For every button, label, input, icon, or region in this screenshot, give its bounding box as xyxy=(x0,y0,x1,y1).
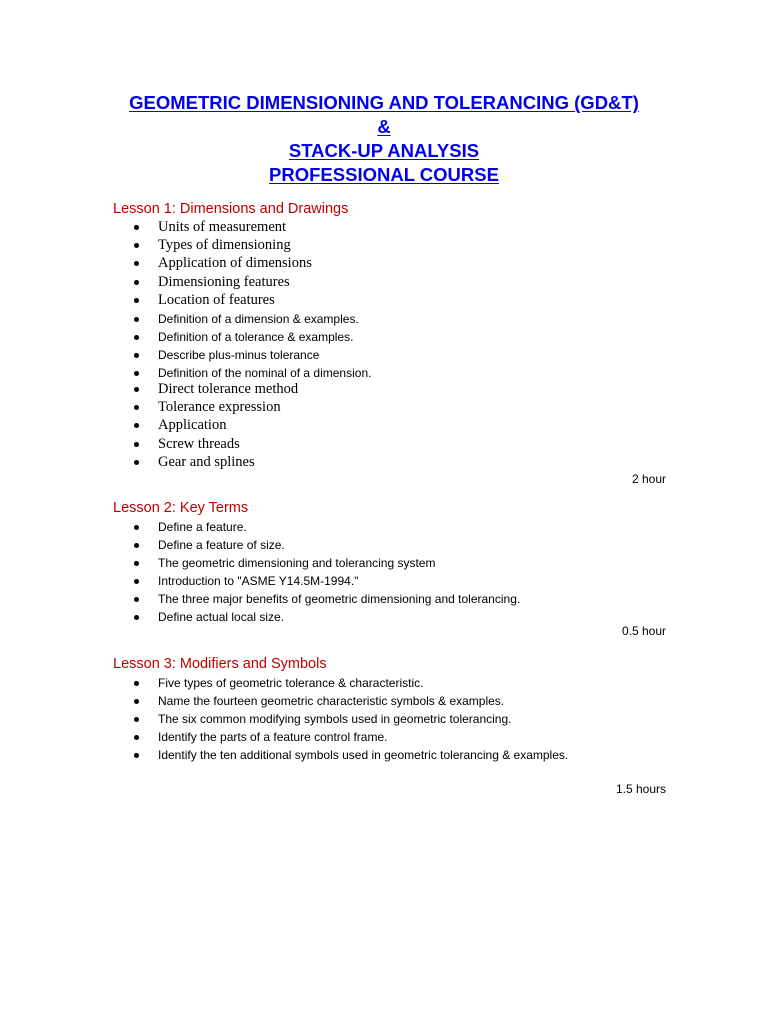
list-item: The geometric dimensioning and tolerancing system xyxy=(0,554,520,572)
list-item: Application of dimensions xyxy=(0,254,312,272)
document-title xyxy=(0,91,768,187)
list-item: Application xyxy=(0,416,298,434)
list-item: Definition of a tolerance & examples. xyxy=(0,328,371,346)
list-item: The three major benefits of geometric dimensioning and tolerancing. xyxy=(0,590,520,608)
title-line: & xyxy=(377,116,391,137)
list-item: Identify the parts of a feature control frame. xyxy=(0,728,568,746)
list-item: Name the fourteen geometric characteristic symbols & examples. xyxy=(0,692,568,710)
list-item: Describe plus-minus tolerance xyxy=(0,346,371,364)
list-item: Definition of a dimension & examples. xyxy=(0,310,371,328)
lesson-1-topic-list xyxy=(0,218,312,309)
list-item: Gear and splines xyxy=(0,453,298,471)
lesson-3-heading: Lesson 3: Modifiers and Symbols xyxy=(113,656,327,672)
list-item: Definition of the nominal of a dimension. xyxy=(0,364,371,382)
list-item: Introduction to "ASME Y14.5M-1994." xyxy=(0,572,520,590)
lesson-1-topic-list-continued xyxy=(0,380,298,471)
lesson-1-duration: 2 hour xyxy=(631,472,666,486)
list-item: Identify the ten additional symbols used in geometric tolerancing & examples. xyxy=(0,746,568,764)
lesson-3-topic-list xyxy=(0,674,568,764)
list-item: Types of dimensioning xyxy=(0,236,312,254)
lesson-2-heading: Lesson 2: Key Terms xyxy=(113,500,249,516)
lesson-2-topic-list xyxy=(0,518,520,626)
list-item: Location of features xyxy=(0,291,312,309)
list-item: Define a feature of size. xyxy=(0,536,520,554)
list-item: Screw threads xyxy=(0,435,298,453)
list-item: Direct tolerance method xyxy=(0,380,298,398)
list-item: Define a feature. xyxy=(0,518,520,536)
title-line: STACK-UP ANALYSIS xyxy=(288,140,480,161)
lesson-2-duration: 0.5 hour xyxy=(621,624,666,638)
lesson-1-heading: Lesson 1: Dimensions and Drawings xyxy=(113,201,349,217)
list-item: The six common modifying symbols used in geometric tolerancing. xyxy=(0,710,568,728)
list-item: Five types of geometric tolerance & characteristic. xyxy=(0,674,568,692)
list-item: Tolerance expression xyxy=(0,398,298,416)
list-item: Units of measurement xyxy=(0,218,312,236)
list-item: Define actual local size. xyxy=(0,608,520,626)
lesson-1-topic-list-sans xyxy=(0,310,371,382)
title-line: GEOMETRIC DIMENSIONING AND TOLERANCING (GD&T) xyxy=(129,92,639,113)
list-item: Dimensioning features xyxy=(0,273,312,291)
lesson-3-duration: 1.5 hours xyxy=(615,782,666,796)
title-line: PROFESSIONAL COURSE xyxy=(269,164,499,185)
